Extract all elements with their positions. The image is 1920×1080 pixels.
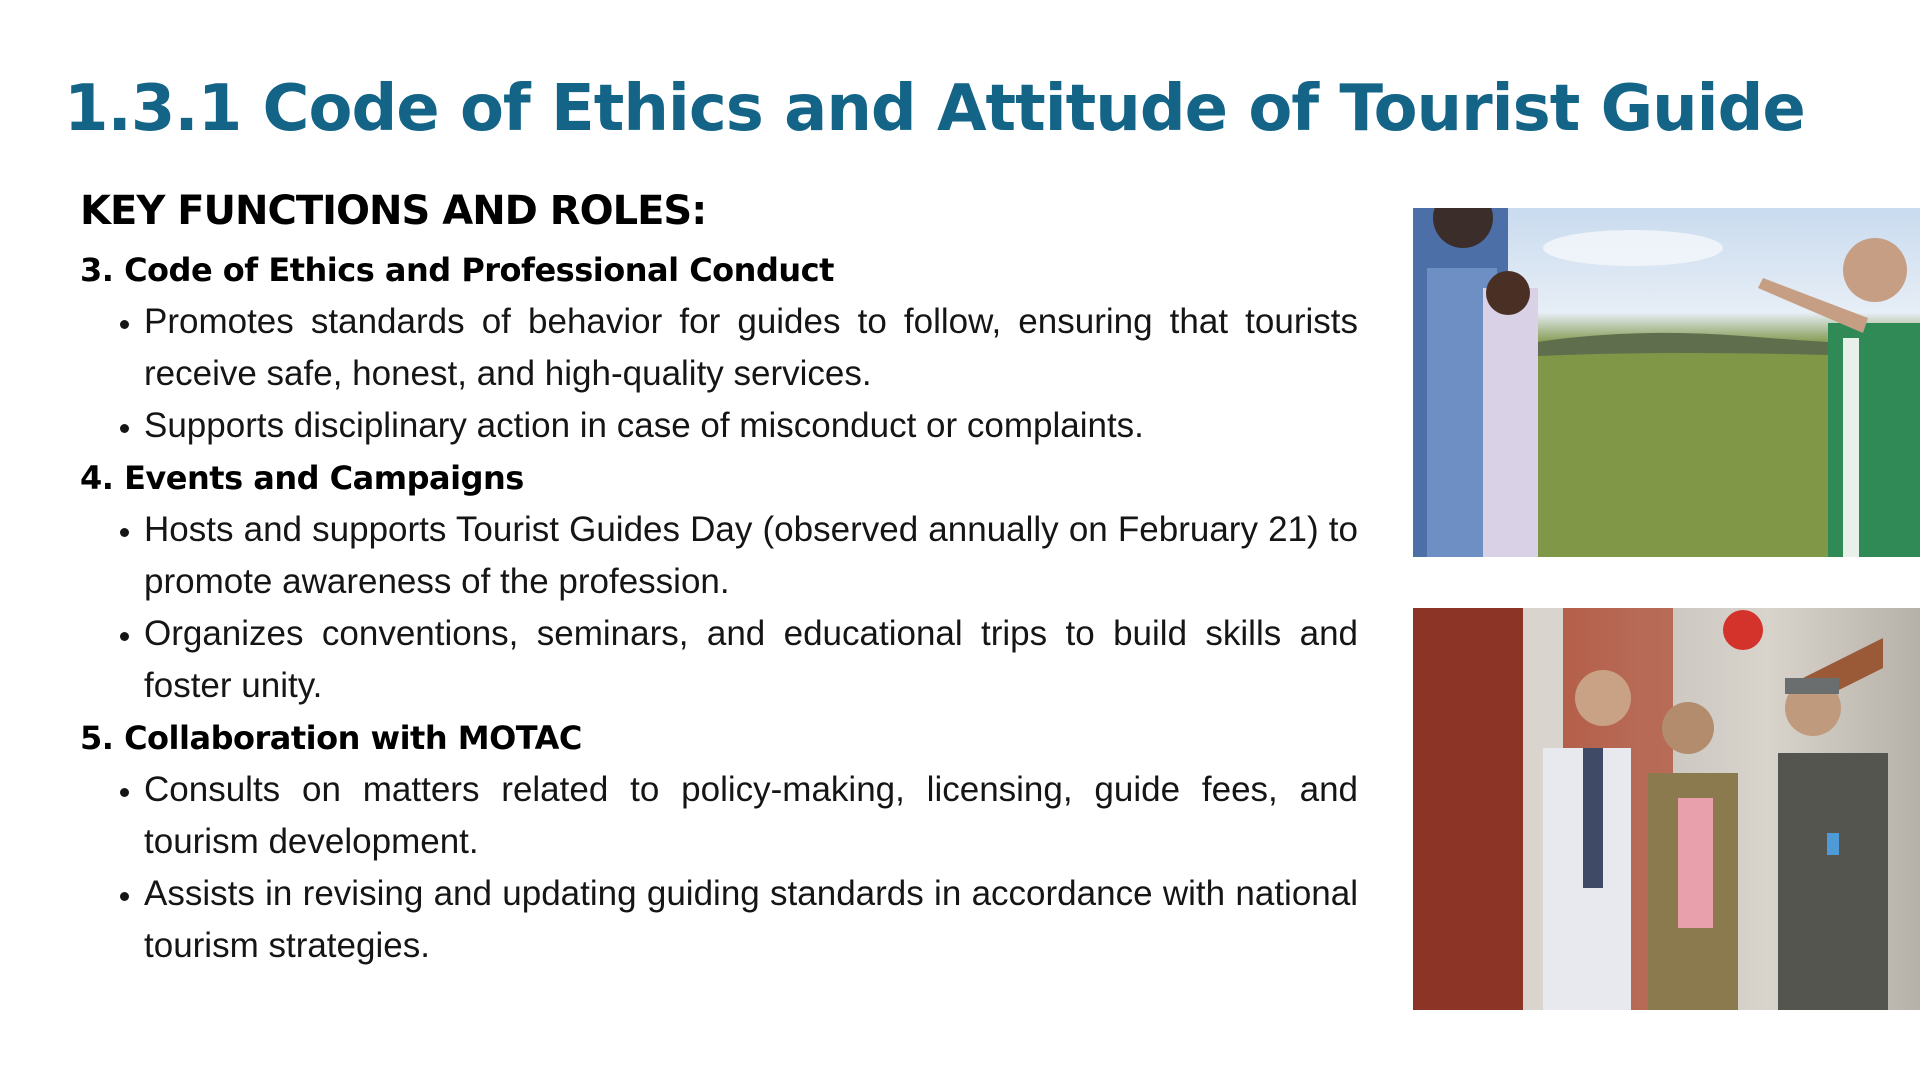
section-heading: 4. Events and Campaigns [80,459,524,497]
section-collaboration-motac [80,712,1358,972]
page-title: 1.3.1 Code of Ethics and Attitude of Tourist Guide [64,72,1805,146]
section-code-of-ethics [80,244,1358,452]
tour-guide-meadow-photo [1413,208,1920,557]
tour-guide-alley-photo [1413,608,1920,1010]
content-body [80,188,1358,972]
bullet-item: Supports disciplinary action in case of misconduct or complaints. [120,400,1358,452]
bullet-list [120,296,1358,452]
section-subtitle: KEY FUNCTIONS AND ROLES: [80,188,707,234]
section-events-campaigns [80,452,1358,712]
bullet-item: Promotes standards of behavior for guides to follow, ensuring that tourists receive safe, honest, and high-quality services. [120,296,1358,400]
section-heading: 5. Collaboration with MOTAC [80,719,582,757]
bullet-item: Assists in revising and updating guiding standards in accordance with national tourism strategies. [120,868,1358,972]
bullet-list [120,504,1358,712]
bullet-item: Hosts and supports Tourist Guides Day (observed annually on February 21) to promote awareness of the profession. [120,504,1358,608]
bullet-item: Consults on matters related to policy-making, licensing, guide fees, and tourism development. [120,764,1358,868]
bullet-list [120,764,1358,972]
bullet-item: Organizes conventions, seminars, and educational trips to build skills and foster unity. [120,608,1358,712]
section-heading: 3. Code of Ethics and Professional Conduct [80,251,834,289]
